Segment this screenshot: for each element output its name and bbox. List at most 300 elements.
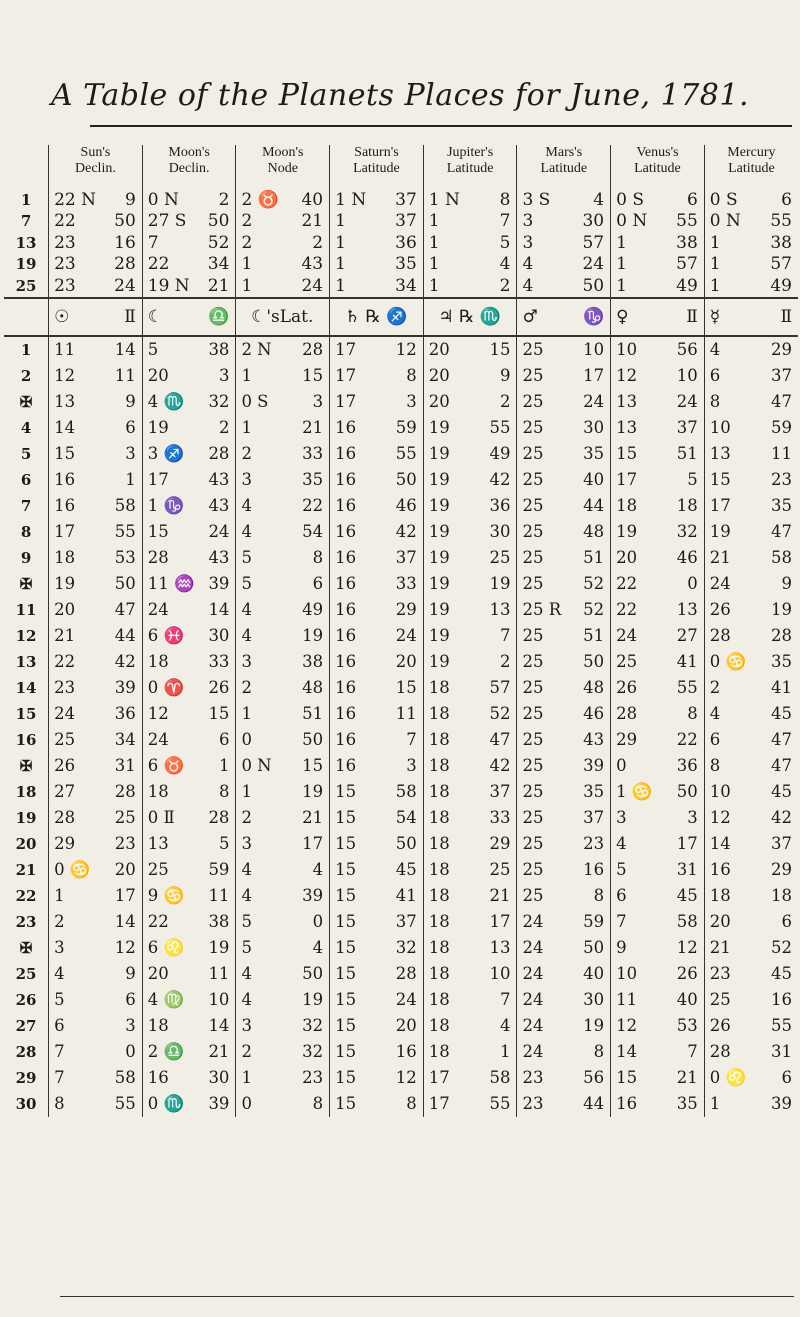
value-cell xyxy=(142,1039,236,1065)
value-minor: 8 xyxy=(593,886,605,905)
value-pair xyxy=(517,211,610,231)
value-minor: 9 xyxy=(499,366,511,385)
value-pair xyxy=(424,704,517,723)
day-label: 8 xyxy=(20,522,32,541)
value-minor: 6 xyxy=(312,574,324,593)
value-major: 17 xyxy=(616,470,638,489)
value-cell xyxy=(517,1039,611,1065)
value-minor: 7 xyxy=(499,626,511,645)
value-pair xyxy=(611,444,704,463)
value-pair xyxy=(330,1042,423,1061)
value-cell xyxy=(704,831,798,857)
value-pair xyxy=(330,600,423,619)
value-major: 18 xyxy=(428,990,450,1009)
day-row xyxy=(4,415,798,441)
value-major: 3 xyxy=(522,232,534,253)
value-major: 16 xyxy=(335,600,357,619)
value-pair xyxy=(611,574,704,593)
value-minor: 12 xyxy=(114,938,136,957)
value-pair xyxy=(705,782,798,801)
value-pair xyxy=(611,912,704,931)
value-major: 19 xyxy=(428,626,450,645)
value-minor: 20 xyxy=(114,859,136,879)
value-cell xyxy=(423,1039,517,1065)
value-pair xyxy=(424,730,517,749)
value-cell xyxy=(142,545,236,571)
day-label: 5 xyxy=(20,444,32,463)
value-major: 3 xyxy=(241,1016,252,1035)
value-minor: 33 xyxy=(302,444,324,463)
value-cell xyxy=(142,1013,236,1039)
value-major: 19 xyxy=(428,496,450,515)
value-major: 7 xyxy=(54,1068,65,1087)
day-label: 9 xyxy=(20,548,32,567)
value-minor: 44 xyxy=(114,626,136,645)
value-major: 6 xyxy=(54,1016,65,1035)
value-cell xyxy=(517,189,611,211)
value-minor: 41 xyxy=(771,678,792,697)
value-cell xyxy=(704,753,798,779)
value-major: 15 xyxy=(335,1094,357,1113)
value-major: 19 xyxy=(428,548,450,567)
value-minor: 52 xyxy=(207,232,230,253)
value-major: 1 xyxy=(428,232,440,253)
value-major: 17 xyxy=(147,470,169,489)
value-cell xyxy=(142,831,236,857)
day-label: ✠ xyxy=(19,756,33,775)
value-major: 3 xyxy=(241,652,252,671)
value-minor: 23 xyxy=(302,1068,324,1087)
value-cell xyxy=(611,701,705,727)
value-cell xyxy=(142,571,236,597)
value-cell xyxy=(704,701,798,727)
value-cell xyxy=(517,545,611,571)
value-minor: 16 xyxy=(395,1042,417,1061)
value-pair xyxy=(424,1016,517,1035)
column-header-line: Jupiter's xyxy=(447,145,494,160)
value-pair xyxy=(143,704,236,723)
value-pair xyxy=(705,756,798,775)
column-header-line: Sun's xyxy=(80,145,111,160)
value-minor: 50 xyxy=(302,730,324,749)
value-pair xyxy=(517,548,610,567)
value-major: 4 xyxy=(241,496,252,515)
value-pair xyxy=(49,276,142,296)
value-cell xyxy=(704,415,798,441)
value-major: 1 xyxy=(241,782,252,801)
value-major: 12 xyxy=(709,808,731,827)
day-label: 26 xyxy=(15,990,37,1009)
value-major: 10 xyxy=(616,964,638,983)
value-minor: 59 xyxy=(395,418,417,437)
value-pair xyxy=(143,522,236,541)
value-major: 11 ♒ xyxy=(147,573,195,593)
value-pair xyxy=(611,652,704,671)
value-major: 12 xyxy=(616,366,638,385)
value-cell xyxy=(142,189,236,211)
value-minor: 30 xyxy=(489,522,511,541)
value-cell xyxy=(704,493,798,519)
value-minor: 28 xyxy=(114,782,136,801)
day-label: 7 xyxy=(20,212,32,231)
value-cell xyxy=(49,779,143,805)
value-major: 19 xyxy=(428,522,450,541)
value-cell xyxy=(142,467,236,493)
value-minor: 58 xyxy=(489,1068,511,1087)
value-major: 24 xyxy=(522,912,544,931)
day-label: 13 xyxy=(15,233,37,252)
value-major: 28 xyxy=(709,1042,731,1061)
day-label: 19 xyxy=(15,808,37,827)
value-minor: 8 xyxy=(406,1094,417,1113)
sign-symbol-cell xyxy=(423,298,517,336)
value-pair xyxy=(236,522,329,541)
value-pair xyxy=(49,366,142,385)
value-cell xyxy=(704,909,798,935)
day-label: 29 xyxy=(15,1068,37,1087)
day-row xyxy=(4,831,798,857)
value-pair xyxy=(143,470,236,489)
value-major: 4 xyxy=(522,254,534,275)
column-header-line: Latitude xyxy=(446,161,494,176)
value-minor: 20 xyxy=(395,652,417,671)
day-label: 14 xyxy=(15,678,37,697)
value-minor: 38 xyxy=(302,652,324,671)
value-major: 4 xyxy=(241,964,252,983)
value-minor: 50 xyxy=(583,938,605,957)
value-minor: 6 xyxy=(781,912,792,931)
value-cell xyxy=(423,831,517,857)
value-pair xyxy=(705,860,798,879)
value-pair xyxy=(705,704,798,723)
value-major: 4 ♏ xyxy=(147,391,185,411)
value-minor: 56 xyxy=(676,340,698,359)
value-minor: 16 xyxy=(771,990,792,1009)
value-minor: 56 xyxy=(583,1068,605,1087)
value-pair xyxy=(705,1016,798,1035)
sign-symbol-cell xyxy=(49,298,143,336)
value-pair xyxy=(424,600,517,619)
value-cell xyxy=(704,649,798,675)
value-minor: 34 xyxy=(207,254,230,275)
value-minor: 16 xyxy=(583,860,605,879)
value-major: 18 xyxy=(428,808,450,827)
value-cell xyxy=(423,1091,517,1117)
value-cell xyxy=(49,857,143,883)
value-minor: 55 xyxy=(114,522,136,541)
value-pair xyxy=(49,808,142,827)
value-minor: 33 xyxy=(489,808,511,827)
value-major: 25 xyxy=(522,860,544,879)
value-minor: 24 xyxy=(395,990,417,1009)
value-minor: 15 xyxy=(395,678,417,697)
value-minor: 42 xyxy=(771,808,792,827)
value-major: 15 xyxy=(335,782,357,801)
value-pair xyxy=(424,1068,517,1087)
value-major: 25 xyxy=(522,730,544,749)
value-minor: 29 xyxy=(395,600,417,619)
value-pair xyxy=(330,1068,423,1087)
value-major: 0 Ⅱ xyxy=(147,808,175,827)
value-minor: 22 xyxy=(302,496,324,515)
value-cell xyxy=(330,545,424,571)
value-pair xyxy=(330,470,423,489)
value-pair xyxy=(49,886,142,905)
value-major: 18 xyxy=(428,678,450,697)
value-pair xyxy=(236,1016,329,1035)
value-pair xyxy=(330,756,423,775)
value-cell xyxy=(423,467,517,493)
value-minor: 40 xyxy=(301,189,324,210)
value-minor: 4 xyxy=(312,860,324,879)
value-minor: 14 xyxy=(208,600,230,619)
value-minor: 42 xyxy=(114,652,136,671)
value-cell xyxy=(423,545,517,571)
value-minor: 28 xyxy=(208,808,230,827)
value-major: 21 xyxy=(709,938,731,957)
value-major: 1 xyxy=(241,704,252,723)
value-cell xyxy=(704,1039,798,1065)
value-major: 1 xyxy=(241,1068,252,1087)
value-minor: 2 xyxy=(218,418,230,437)
value-cell xyxy=(49,415,143,441)
value-cell xyxy=(49,389,143,415)
value-pair xyxy=(143,574,236,594)
value-pair xyxy=(236,626,329,645)
value-pair xyxy=(705,211,798,231)
value-pair xyxy=(236,276,329,296)
value-minor: 21 xyxy=(489,886,511,905)
value-cell xyxy=(704,1065,798,1091)
value-major: 20 xyxy=(428,340,450,359)
value-cell xyxy=(423,675,517,701)
value-minor: 37 xyxy=(395,548,417,567)
column-header-line: Moon's xyxy=(262,145,304,160)
column-header-line: Declin. xyxy=(75,161,116,176)
value-cell xyxy=(517,336,611,363)
value-pair xyxy=(330,626,423,645)
value-cell xyxy=(330,597,424,623)
value-cell xyxy=(611,1039,705,1065)
value-minor: 50 xyxy=(395,470,417,489)
value-cell xyxy=(704,336,798,363)
value-cell xyxy=(142,1065,236,1091)
value-minor: 24 xyxy=(583,392,605,411)
value-pair xyxy=(143,756,236,776)
value-pair xyxy=(517,782,610,801)
value-pair xyxy=(517,522,610,541)
value-minor: 53 xyxy=(114,548,136,567)
value-cell xyxy=(49,805,143,831)
value-major: 20 xyxy=(147,366,169,385)
value-cell xyxy=(611,415,705,441)
value-major: 19 xyxy=(428,600,450,619)
day-label: 1 xyxy=(20,340,32,359)
value-cell xyxy=(611,987,705,1013)
value-major: 17 xyxy=(709,496,731,515)
value-pair xyxy=(517,912,610,931)
value-minor: 26 xyxy=(676,964,698,983)
value-major: 22 xyxy=(147,254,170,275)
value-cell xyxy=(517,727,611,753)
value-pair xyxy=(143,1068,236,1087)
value-major: 6 xyxy=(709,366,721,385)
value-cell xyxy=(142,987,236,1013)
day-label: 15 xyxy=(15,704,37,723)
value-major: 15 xyxy=(335,886,357,905)
value-cell xyxy=(517,493,611,519)
declination-row xyxy=(4,275,798,298)
value-minor: 8 xyxy=(593,1042,605,1061)
value-minor: 21 xyxy=(302,808,324,827)
value-pair xyxy=(424,860,517,879)
value-major: 29 xyxy=(616,730,638,749)
value-pair xyxy=(424,756,517,775)
value-minor: 57 xyxy=(582,232,605,253)
value-minor: 6 xyxy=(218,730,230,749)
value-pair xyxy=(330,574,423,593)
value-cell xyxy=(142,493,236,519)
value-cell xyxy=(330,493,424,519)
value-cell xyxy=(330,753,424,779)
value-minor: 12 xyxy=(395,340,417,359)
value-cell xyxy=(517,831,611,857)
value-cell xyxy=(236,935,330,961)
value-minor: 12 xyxy=(395,1068,417,1087)
value-major: 25 xyxy=(522,392,544,411)
value-minor: 55 xyxy=(770,211,792,232)
value-cell xyxy=(611,649,705,675)
value-cell xyxy=(142,779,236,805)
value-pair xyxy=(705,340,798,359)
value-major: 17 xyxy=(54,522,76,541)
value-cell xyxy=(517,987,611,1013)
value-cell xyxy=(236,909,330,935)
value-cell xyxy=(236,519,330,545)
value-minor: 38 xyxy=(208,912,230,931)
value-minor: 8 xyxy=(218,782,230,801)
value-major: 5 xyxy=(241,912,252,931)
value-pair xyxy=(424,574,517,593)
value-major: 16 xyxy=(335,496,357,515)
value-cell xyxy=(142,232,236,254)
value-pair xyxy=(49,522,142,541)
value-major: 25 xyxy=(522,574,544,593)
sign-symbol: ♄ ℞ ♐ xyxy=(344,306,408,327)
value-minor: 2 xyxy=(499,275,511,296)
value-major: 18 xyxy=(428,886,450,905)
value-major: 19 N xyxy=(147,275,190,296)
value-cell xyxy=(142,389,236,415)
value-minor: 52 xyxy=(583,600,605,619)
value-pair xyxy=(330,652,423,671)
value-cell xyxy=(704,623,798,649)
value-pair xyxy=(49,834,142,853)
day-label: 27 xyxy=(15,1016,37,1035)
value-major: 8 xyxy=(54,1094,65,1113)
value-major: 26 xyxy=(54,756,76,775)
value-pair xyxy=(705,990,798,1009)
value-cell xyxy=(517,571,611,597)
value-pair xyxy=(236,444,329,463)
value-cell xyxy=(49,336,143,363)
day-label: 7 xyxy=(20,496,32,515)
value-cell xyxy=(330,363,424,389)
value-pair xyxy=(143,678,236,698)
value-minor: 35 xyxy=(771,496,792,515)
sign-symbol-cell xyxy=(611,298,705,336)
value-minor: 3 xyxy=(125,444,136,463)
value-pair xyxy=(49,1016,142,1035)
day-label: 28 xyxy=(15,1042,37,1061)
sign-symbol-cell xyxy=(236,298,330,336)
value-pair xyxy=(517,190,610,210)
value-cell xyxy=(423,701,517,727)
value-pair xyxy=(143,211,236,231)
value-cell xyxy=(49,275,143,298)
value-pair xyxy=(517,678,610,697)
value-cell xyxy=(236,275,330,298)
value-pair xyxy=(517,392,610,411)
value-minor: 46 xyxy=(676,548,698,567)
value-major: 25 xyxy=(709,990,731,1009)
value-cell xyxy=(142,519,236,545)
sign-symbol: ♂ xyxy=(522,306,538,327)
value-cell xyxy=(49,232,143,254)
value-minor: 50 xyxy=(676,781,698,801)
value-cell xyxy=(236,441,330,467)
value-major: 0 N xyxy=(147,189,179,210)
value-cell xyxy=(704,211,798,233)
value-pair xyxy=(143,190,236,210)
value-major: 25 R xyxy=(522,600,562,619)
value-major: 18 xyxy=(428,860,450,879)
value-cell xyxy=(517,649,611,675)
value-major: 25 xyxy=(522,522,544,541)
value-major: 1 xyxy=(428,275,440,296)
column-header-line: Moon's xyxy=(168,145,210,160)
value-cell xyxy=(611,441,705,467)
value-cell xyxy=(142,805,236,831)
value-major: 22 N xyxy=(54,189,97,210)
value-major: 2 xyxy=(241,232,253,253)
value-pair xyxy=(49,600,142,619)
value-minor: 52 xyxy=(771,938,792,957)
value-minor: 24 xyxy=(582,254,605,275)
sign-symbol: ♃ ℞ ♏ xyxy=(438,306,501,327)
value-pair xyxy=(143,964,236,983)
value-major: 1 xyxy=(709,1094,721,1113)
value-minor: 7 xyxy=(406,730,417,749)
value-cell xyxy=(423,1013,517,1039)
value-pair xyxy=(236,990,329,1009)
value-minor: 47 xyxy=(771,730,792,749)
value-minor: 58 xyxy=(114,1068,136,1087)
value-pair xyxy=(424,392,517,411)
value-cell xyxy=(49,1091,143,1117)
value-major: 21 xyxy=(54,626,76,645)
value-minor: 35 xyxy=(395,254,417,275)
value-major: 24 xyxy=(54,704,76,723)
value-pair xyxy=(236,574,329,593)
value-minor: 50 xyxy=(395,834,417,853)
value-cell xyxy=(142,275,236,298)
value-cell xyxy=(330,779,424,805)
value-minor: 3 xyxy=(125,1016,136,1035)
value-minor: 40 xyxy=(583,470,605,489)
value-major: 4 xyxy=(709,340,721,359)
value-major: 23 xyxy=(709,964,731,983)
